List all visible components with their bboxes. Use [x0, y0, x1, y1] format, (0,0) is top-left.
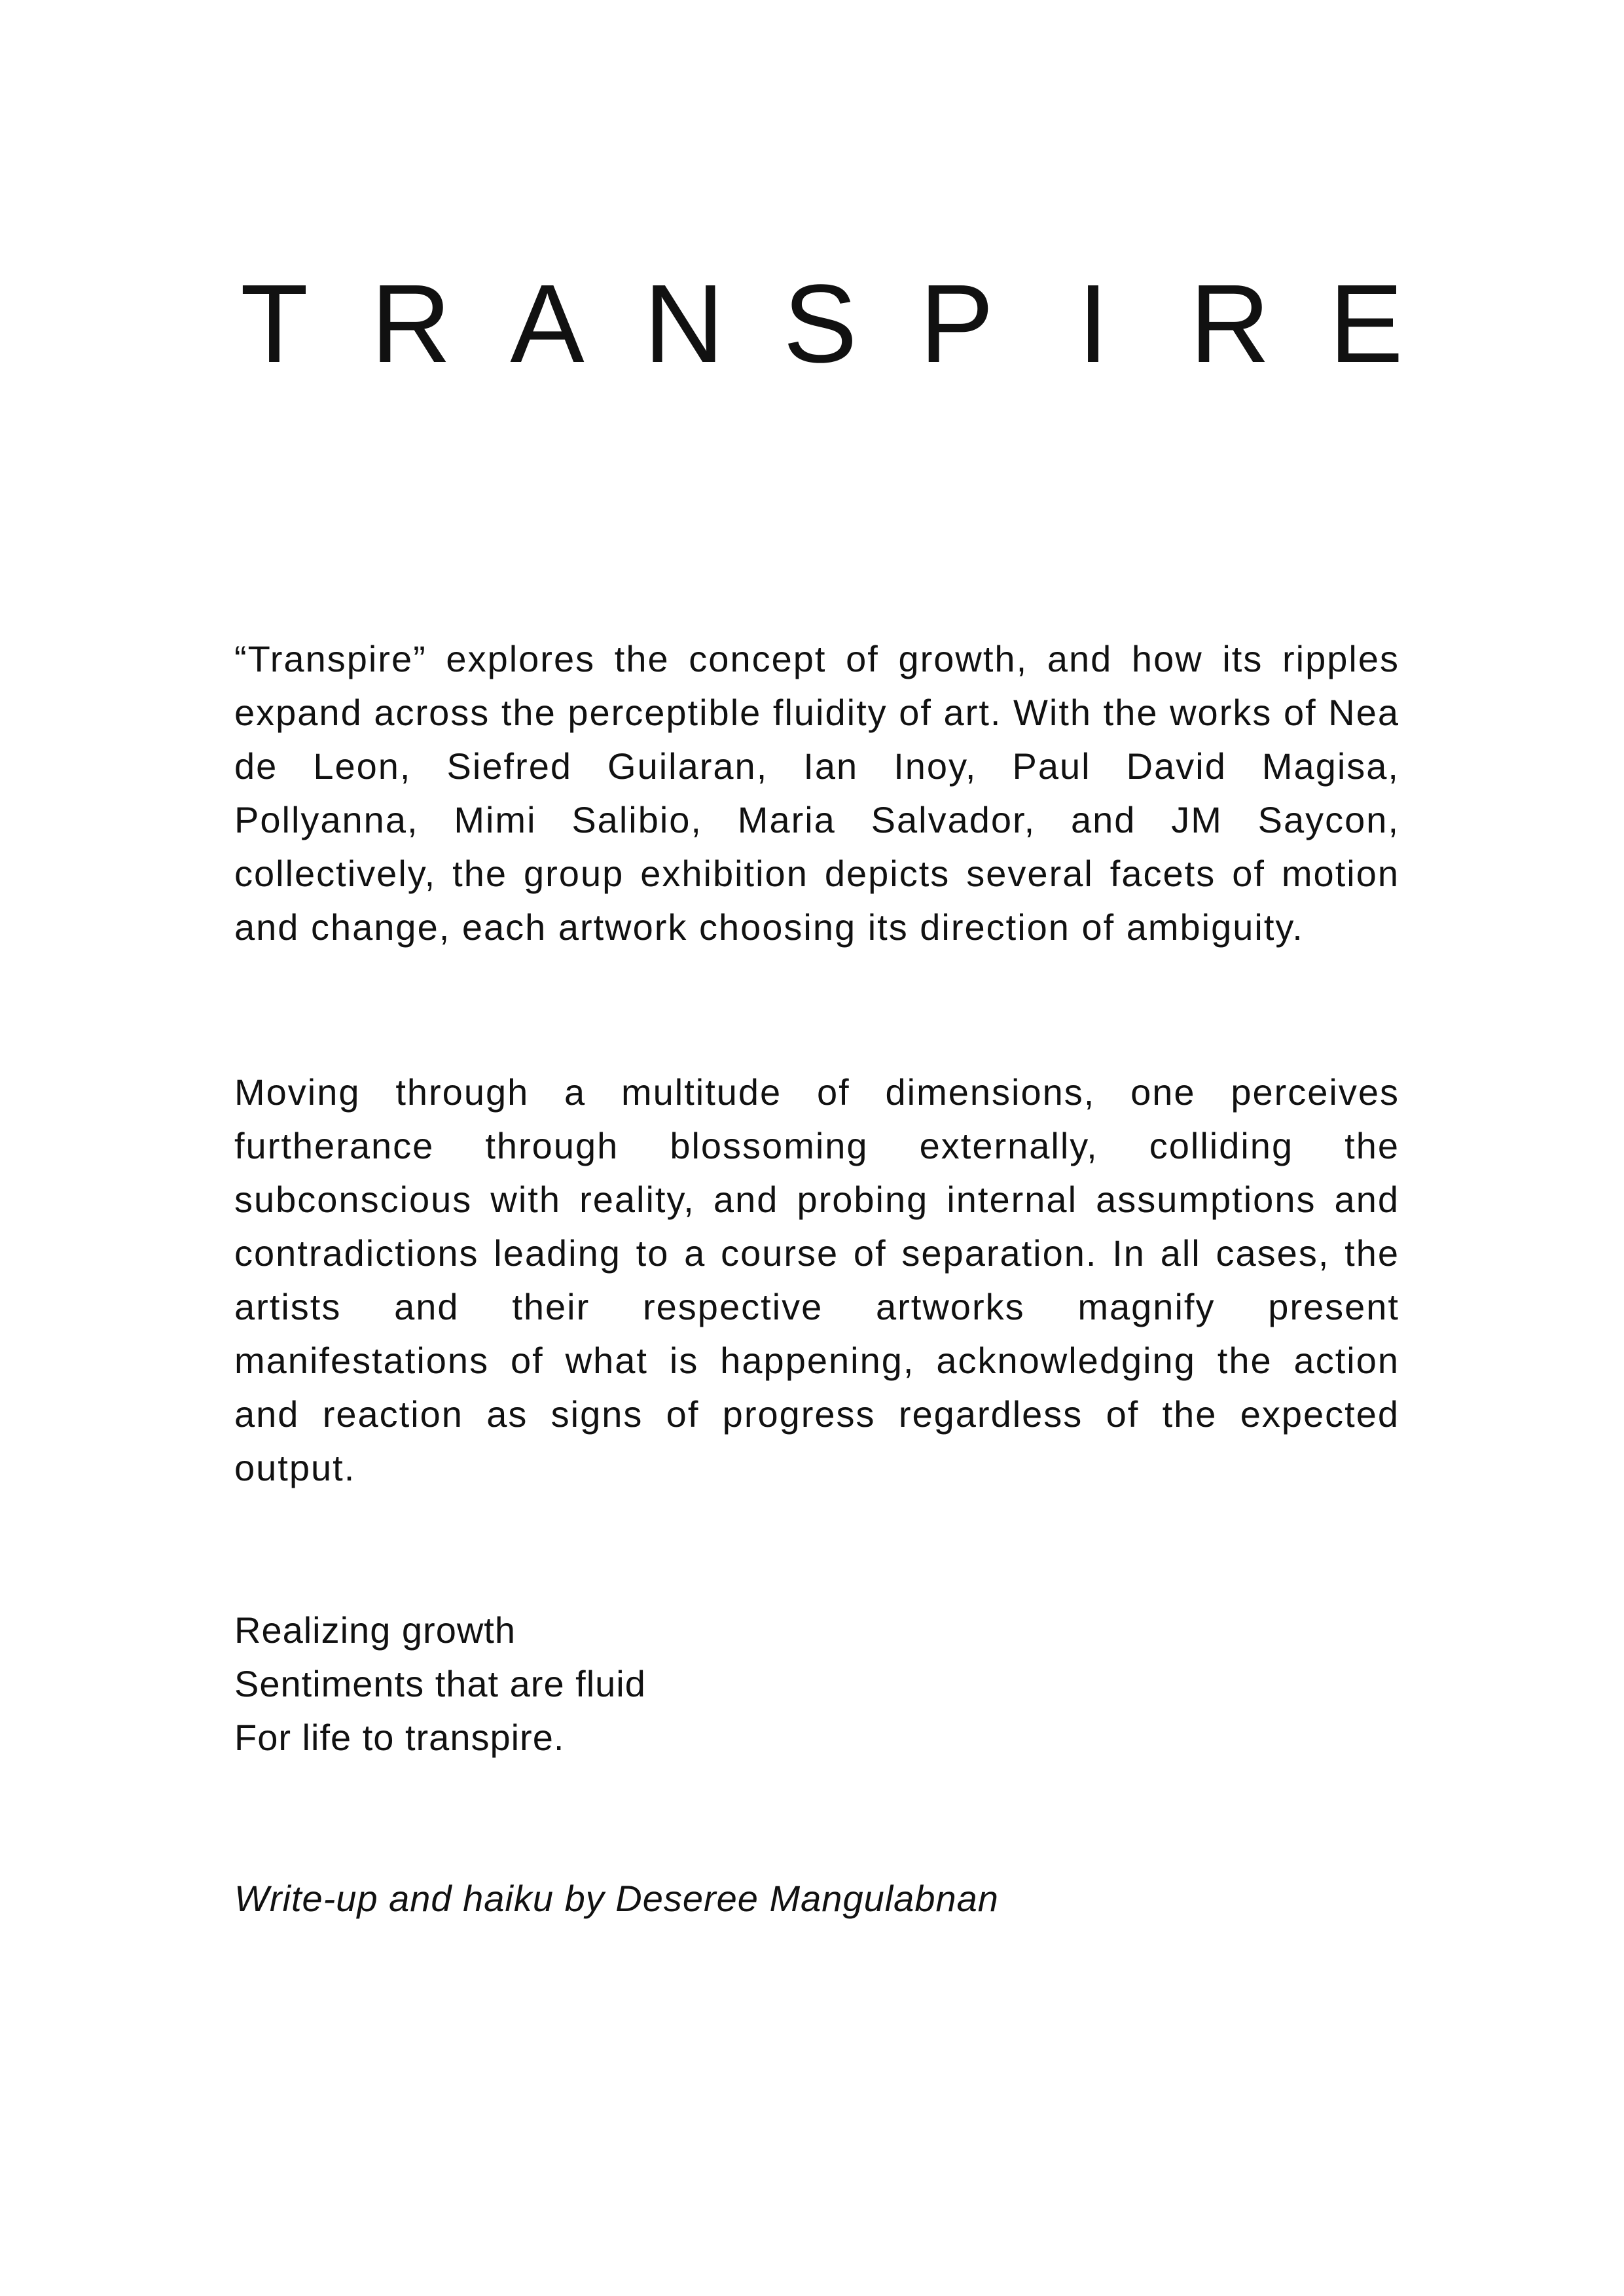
title-letter: N: [643, 262, 725, 386]
haiku-line: For life to transpire.: [234, 1717, 565, 1758]
title-letter: R: [370, 262, 452, 386]
title-letter: P: [919, 262, 994, 386]
title-letter: S: [783, 262, 857, 386]
haiku-line: Realizing growth: [234, 1609, 516, 1651]
second-paragraph: Moving through a multitude of dimensions, one perceives furtherance through blossoming externally, colliding the subconscious with reality, and probing internal assumptions and contradictions leading to a course of separation. In all cases, the artists and their respective artworks magnify present manifestations of what is happening, acknowledging the action and reaction as signs of progress regardless of the expected output.: [234, 1071, 1399, 1488]
title-letter: T: [240, 262, 308, 386]
title-letter: E: [1329, 262, 1403, 386]
intro-paragraph: “Transpire” explores the concept of growth, and how its ripples expand across the perceptible fluidity of art. With the works of Nea de Leon, Siefred Guilaran, Ian Inoy, Paul David Magisa, Pollyanna, Mimi Salibio, Maria Salvador, and JM Saycon, collectively, the group exhibition depicts several facets of motion and change, each artwork choosing its direction of ambiguity.: [234, 638, 1399, 948]
title-letter: R: [1189, 262, 1271, 386]
author-credit: Write-up and haiku by Deseree Mangulabnan: [234, 1878, 999, 1919]
document-title: [234, 262, 1406, 386]
title-letter: I: [1077, 262, 1109, 386]
haiku-line: Sentiments that are fluid: [234, 1663, 646, 1704]
haiku: [234, 1604, 1399, 1765]
title-letter: A: [510, 262, 585, 386]
